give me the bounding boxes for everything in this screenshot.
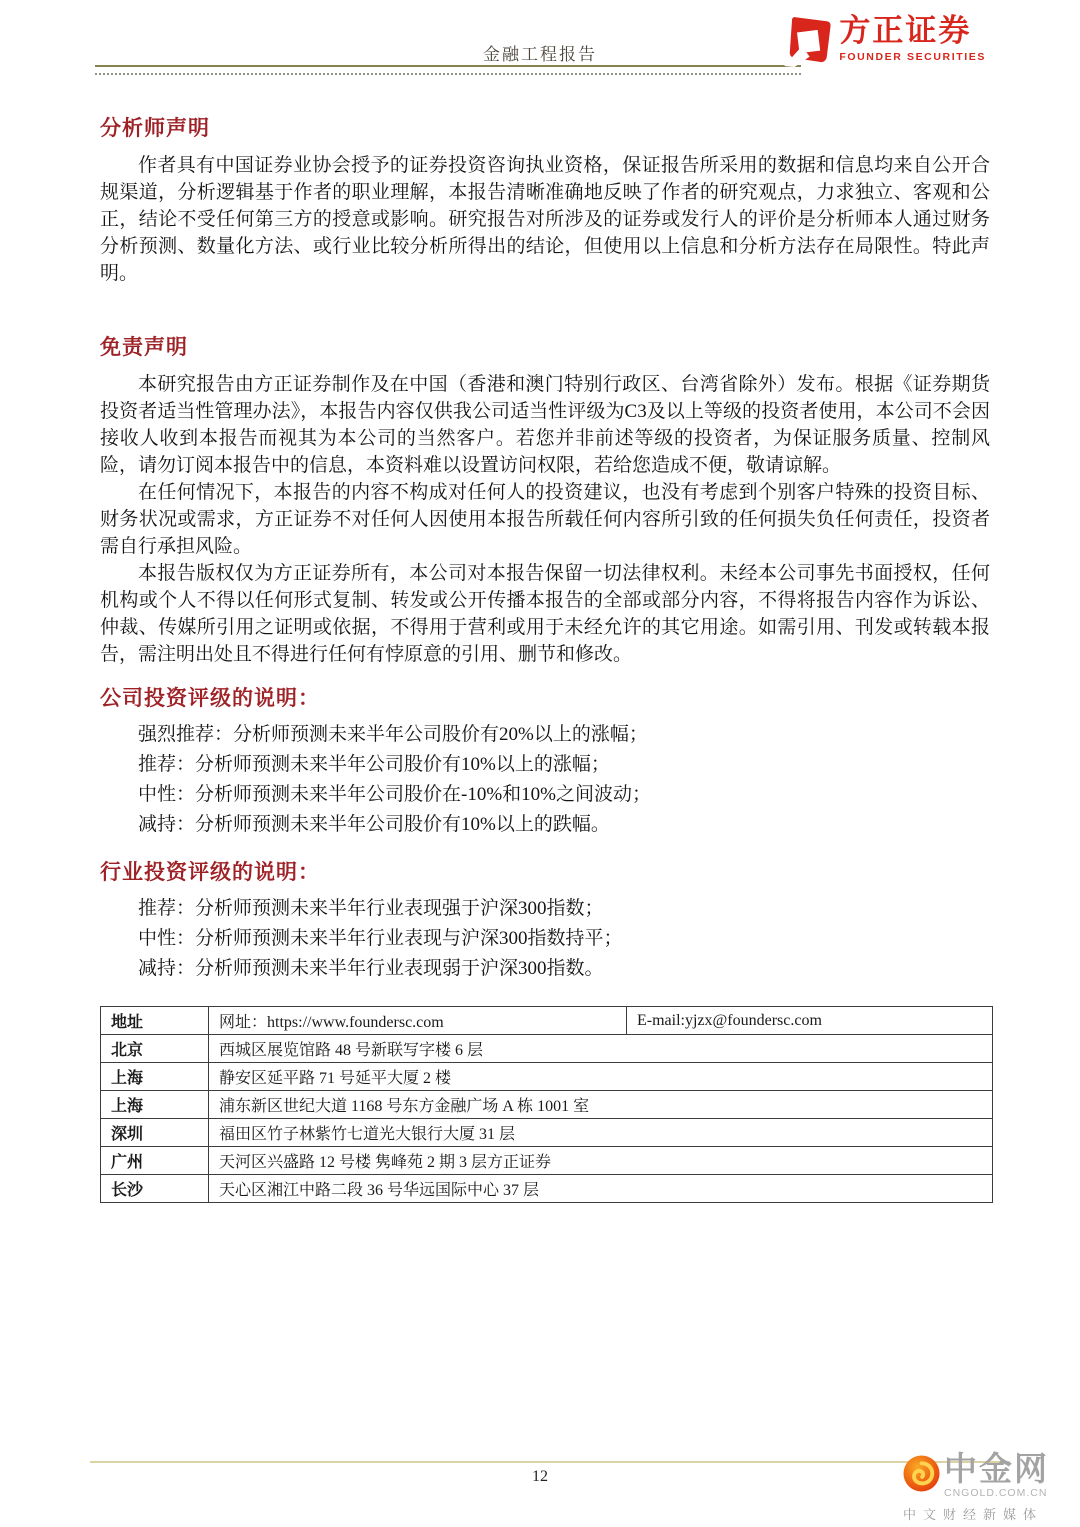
city-cell: 长沙 [101, 1175, 209, 1203]
city-cell: 上海 [101, 1063, 209, 1091]
company-rating-item: 减持：分析师预测未来半年公司股价有10%以上的跌幅。 [138, 814, 610, 835]
analyst-statement-body: 作者具有中国证券业协会授予的证券投资咨询执业资格，保证报告所采用的数据和信息均来自公开合规渠道，分析逻辑基于作者的职业理解，本报告清晰准确地反映了作者的研究观点，力求独立、客观和公正，结论不受任何第三方的授意或影响。研究报告对所涉及的证券或发行人的评价是分析师本人通过财务分析预测、数量化方法、或行业比较分析所得出的结论，但使用以上信息和分析方法存在局限性。特此声明。 [100, 155, 990, 284]
city-cell: 北京 [101, 1035, 209, 1063]
industry-rating-item: 推荐：分析师预测未来半年行业表现强于沪深300指数； [138, 898, 604, 919]
address-cell: 静安区延平路 71 号延平大厦 2 楼 [209, 1063, 993, 1091]
watermark-domain: CNGOLD.COM.CN [944, 1487, 1048, 1499]
company-rating-item: 推荐：分析师预测未来半年公司股价有10%以上的涨幅； [138, 754, 610, 775]
city-cell: 广州 [101, 1147, 209, 1175]
watermark-brand: 中金网 [944, 1450, 1049, 1487]
address-cell: 天河区兴盛路 12 号楼 隽峰苑 2 期 3 层方正证券 [209, 1147, 993, 1175]
company-rating-item: 强烈推荐：分析师预测未来半年公司股价有20%以上的涨幅； [138, 724, 648, 745]
city-cell: 深圳 [101, 1119, 209, 1147]
table-row [101, 1175, 993, 1203]
industry-rating-item: 中性：分析师预测未来半年行业表现与沪深300指数持平； [138, 928, 623, 949]
table-row [101, 1119, 993, 1147]
address-label-cell: 地址 [101, 1007, 209, 1035]
address-cell: 西城区展览馆路 48 号新联写字楼 6 层 [209, 1035, 993, 1063]
header-rule-dotted [95, 73, 801, 75]
page-number: 12 [532, 1468, 548, 1485]
contact-address-table [100, 1006, 993, 1203]
report-type-title: 金融工程报告 [483, 45, 597, 64]
header-rule-solid [95, 65, 801, 67]
industry-rating-title: 行业投资评级的说明： [100, 860, 320, 884]
address-cell: 天心区湘江中路二段 36 号华远国际中心 37 层 [209, 1175, 993, 1203]
email-cell: E-mail:yjzx@foundersc.com [627, 1007, 993, 1035]
disclaimer-title: 免责声明 [100, 335, 188, 359]
founder-logo-icon [780, 14, 832, 73]
table-row [101, 1063, 993, 1091]
cngold-logo-icon [903, 1455, 940, 1497]
disclaimer-paragraph: 本研究报告由方正证券制作及在中国（香港和澳门特别行政区、台湾省除外）发布。根据《证券期货投资者适当性管理办法》，本报告内容仅供我公司适当性评级为C3及以上等级的投资者使用，本公司不会因接收人收到本报告而视其为本公司的当然客户。若您并非前述等级的投资者，为保证服务质量、控制风险，请勿订阅本报告中的信息，本资料难以设置访问权限，若给您造成不便，敬请谅解。 [100, 374, 990, 476]
brand-name-en: FOUNDER SECURITIES [839, 51, 986, 63]
watermark-tagline: 中文财经新媒体 [903, 1507, 1044, 1522]
table-row [101, 1007, 993, 1035]
analyst-statement-title: 分析师声明 [100, 116, 210, 140]
table-row [101, 1035, 993, 1063]
footer-rule [90, 1461, 1010, 1463]
company-logo [780, 14, 986, 73]
company-rating-title: 公司投资评级的说明： [100, 686, 320, 710]
brand-name-cn: 方正证券 [839, 13, 972, 48]
company-rating-item: 中性：分析师预测未来半年公司股价在-10%和10%之间波动； [138, 784, 651, 805]
main-content [100, 80, 990, 1203]
industry-rating-item: 减持：分析师预测未来半年行业表现弱于沪深300指数。 [138, 958, 604, 979]
disclaimer-paragraph: 本报告版权仅为方正证券所有，本公司对本报告保留一切法律权利。未经本公司事先书面授权，任何机构或个人不得以任何形式复制、转发或公开传播本报告的全部或部分内容，不得将报告内容作为诉讼、仲裁、传媒所引用之证明或依据，不得用于营利或用于未经允许的其它用途。如需引用、刊发或转载本报告，需注明出处且不得进行任何有悖原意的引用、删节和修改。 [100, 563, 990, 665]
table-row [101, 1147, 993, 1175]
table-row [101, 1091, 993, 1119]
address-cell: 浦东新区世纪大道 1168 号东方金融广场 A 栋 1001 室 [209, 1091, 993, 1119]
disclaimer-paragraph: 在任何情况下，本报告的内容不构成对任何人的投资建议，也没有考虑到个别客户特殊的投资目标、财务状况或需求，方正证券不对任何人因使用本报告所载任何内容所引致的任何损失负任何责任，投资者需自行承担风险。 [100, 482, 990, 557]
cngold-watermark [903, 1452, 1075, 1523]
city-cell: 上海 [101, 1091, 209, 1119]
website-cell: 网址：https://www.foundersc.com [209, 1007, 627, 1035]
address-cell: 福田区竹子林紫竹七道光大银行大厦 31 层 [209, 1119, 993, 1147]
